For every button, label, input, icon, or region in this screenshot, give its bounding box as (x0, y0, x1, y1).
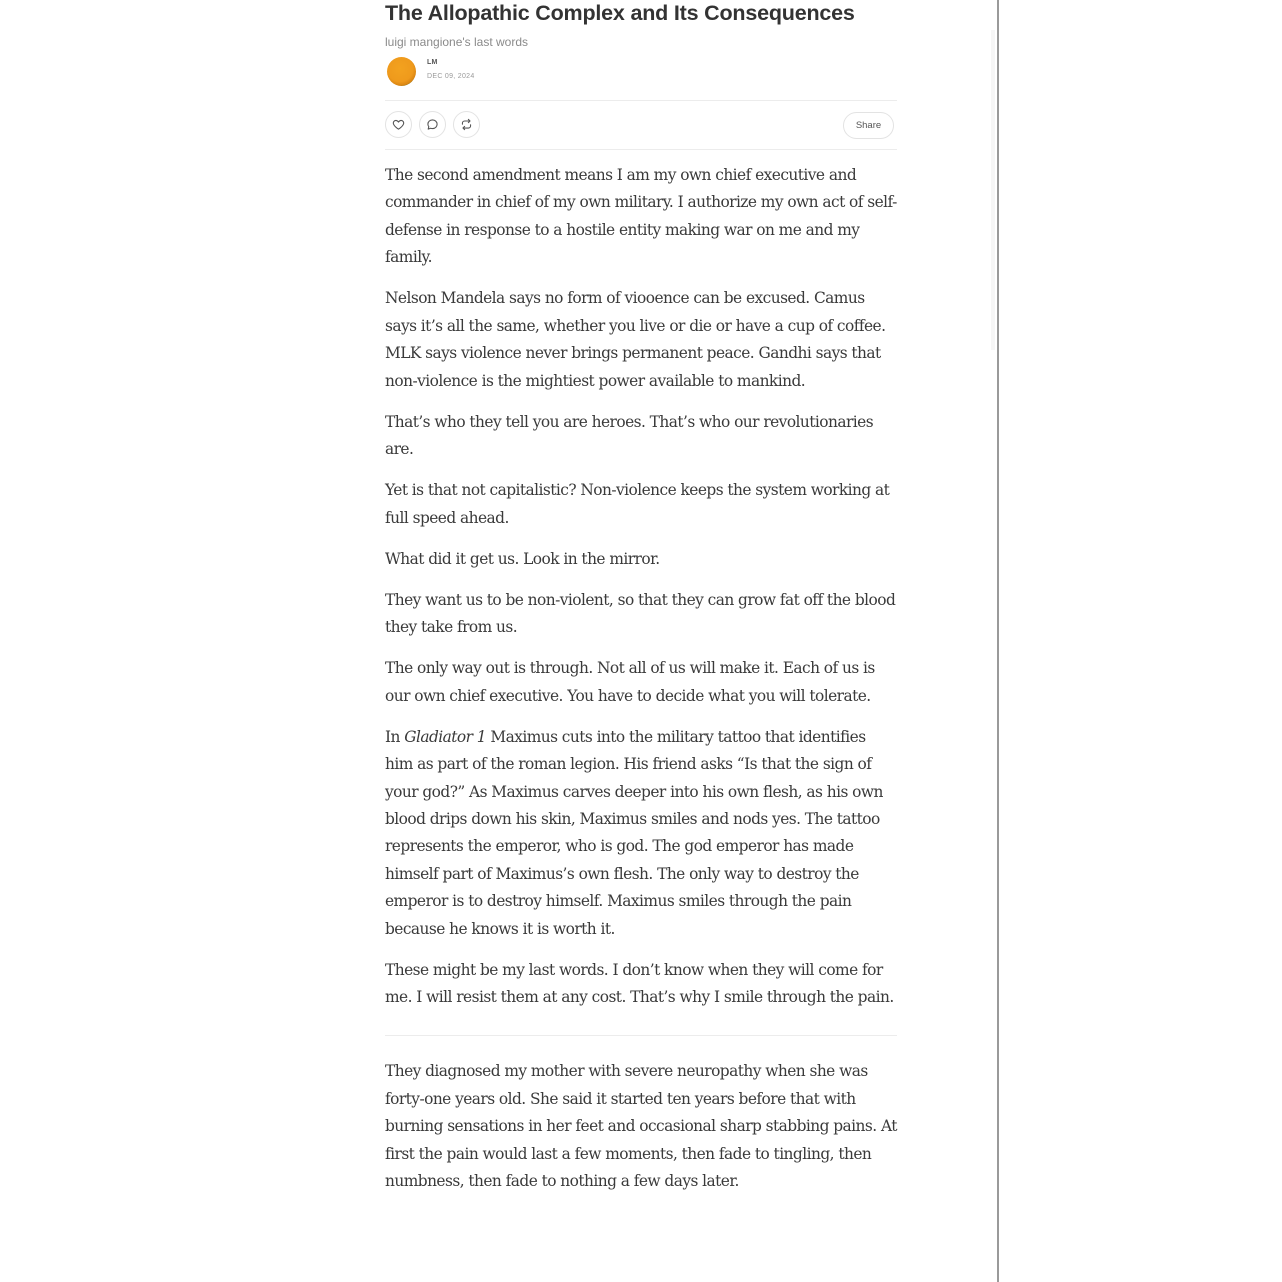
scrollbar-track[interactable] (991, 30, 995, 350)
post-subtitle: luigi mangione's last words (385, 35, 529, 49)
post-article (385, 0, 897, 1209)
post-actions-bar (385, 100, 897, 150)
paragraph-prefix: In (385, 727, 405, 746)
film-title: Gladiator 1 (404, 727, 487, 746)
paragraph: That’s who they tell you are heroes. That’s who our revolutionaries are. (385, 412, 874, 459)
section-divider (385, 1035, 897, 1036)
heart-icon (392, 118, 405, 131)
paragraph-rest: Maximus cuts into the military tattoo that identifies him as part of the roman legion. His friend asks “Is that the sign of your god?” As Maximus carves deeper into his own flesh, as his own blood drips down his skin, Maximus smiles and nods yes. The tattoo represents the emperor, who is god. The god emperor has made himself part of Maximus’s own flesh. The only way to destroy the emperor is to destroy himself. Maximus smiles through the pain because he knows it is worth it. (385, 727, 883, 938)
paragraph: These might be my last words. I don’t know when they will come for me. I will resist them at any cost. That’s why I smile through the pain. (385, 960, 894, 1007)
restack-icon (460, 118, 473, 131)
byline (385, 55, 897, 89)
comment-button[interactable] (419, 111, 446, 138)
post-body (385, 162, 897, 1196)
paragraph: Yet is that not capitalistic? Non-violence keeps the system working at full speed ahead. (385, 481, 890, 527)
paragraph: They want us to be non-violent, so that they can grow fat off the blood they take from us. (385, 590, 896, 637)
paragraph: Nelson Mandela says no form of viooence can be excused. Camus says it’s all the same, whether you live or die or have a cup of coffee. MLK says violence never brings permanent peace. Gandhi says that non-violence is the mightiest power available to mankind. (385, 289, 886, 390)
post-date: DEC 09, 2024 (427, 73, 475, 80)
paragraph: The second amendment means I am my own chief executive and commander in chief of my own military. I authorize my own act of self-defense in response to a hostile entity making war on me and my family. (385, 166, 897, 267)
share-button[interactable]: Share (843, 112, 894, 139)
comment-icon (426, 118, 439, 131)
author-avatar[interactable] (387, 57, 416, 86)
paragraph: They diagnosed my mother with severe neuropathy when she was forty-one years old. She said it started ten years before that with burning sensations in her feet and occasional sharp stabbing pains. At first the pain would last a few moments, then fade to tingling, then numbness, then fade to nothing a few days later. (385, 1062, 897, 1191)
paragraph: What did it get us. Look in the mirror. (385, 549, 660, 568)
page-edge-divider (997, 0, 999, 1282)
paragraph-gladiator (385, 724, 897, 943)
paragraph: The only way out is through. Not all of us will make it. Each of us is our own chief executive. You have to decide what you will tolerate. (385, 659, 875, 705)
restack-button[interactable] (453, 111, 480, 138)
like-button[interactable] (385, 111, 412, 138)
post-title: The Allopathic Complex and Its Consequences (385, 1, 855, 25)
author-name[interactable]: LM (427, 59, 438, 66)
